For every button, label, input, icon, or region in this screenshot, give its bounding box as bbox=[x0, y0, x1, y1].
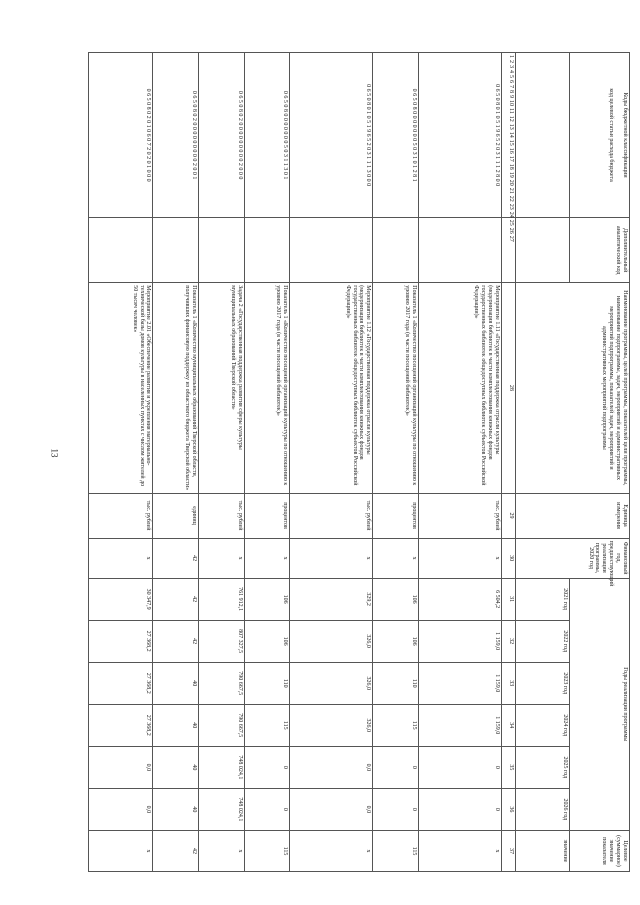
header-analytic-code: Дополнительный аналитический код bbox=[570, 218, 630, 283]
page-number: 13 bbox=[49, 448, 60, 458]
row-unit: процентов bbox=[244, 493, 290, 538]
table-row bbox=[244, 53, 290, 872]
colnum-29: 29 bbox=[502, 493, 516, 538]
header-codes-sub bbox=[516, 53, 570, 218]
row-value-2025: 0,0 bbox=[290, 746, 373, 788]
colnum: 16 bbox=[508, 147, 514, 154]
colnums-codes bbox=[502, 53, 516, 242]
colnum: 25 bbox=[508, 219, 514, 226]
row-unit: процентов bbox=[373, 493, 419, 538]
row-value-2025: 40 bbox=[153, 746, 199, 788]
colnum-34: 34 bbox=[502, 704, 516, 746]
row-value-2022: 42 bbox=[153, 620, 199, 662]
row-value-2023: 326,0 bbox=[290, 662, 373, 704]
row-base-year: х bbox=[244, 538, 290, 578]
colnum: 5 bbox=[508, 75, 514, 78]
colnum: 10 bbox=[508, 100, 514, 106]
row-value-2023: 110 bbox=[373, 662, 419, 704]
colnum: 13 bbox=[508, 123, 514, 130]
header-budget-codes: Коды бюджетной классификации код целевой статьи расхода бюджета bbox=[570, 53, 630, 218]
colnum: 22 bbox=[508, 195, 514, 202]
row-unit: тыс. рублей bbox=[290, 493, 373, 538]
colnum: 19 bbox=[508, 171, 514, 178]
colnum-33: 33 bbox=[502, 662, 516, 704]
colnum: 6 bbox=[508, 80, 514, 83]
colnum: 12 bbox=[508, 115, 514, 122]
header-years-group: Годы реализации программы bbox=[570, 578, 630, 830]
colnum: 20 bbox=[508, 179, 514, 186]
row-name: Показатель 1 «Количество посещений организаций культуры по отношению к уровню 2017 года (в части посещений библиотек)» bbox=[373, 283, 419, 493]
row-codes: 0 6 5 0 8 0 2 0 1 0 6 0 7 2 0 2 0 1 0 0 0 bbox=[89, 53, 153, 218]
header-name: Наименование программы, целей программы, показателей цели программы, наименование подпрограммы, задач, мероприятий и административных мероприятий подпрограммы, показателей задач, мероприятий и административных мероприятий подпрограммы bbox=[516, 283, 630, 493]
row-value-2025: 0,0 bbox=[89, 746, 153, 788]
row-base-year: х bbox=[373, 538, 419, 578]
row-value-2024: 27 368,2 bbox=[89, 704, 153, 746]
colnum: 27 bbox=[508, 235, 514, 242]
row-unit: тыс. рублей bbox=[89, 493, 153, 538]
row-value-2026: 748 024,1 bbox=[199, 788, 245, 830]
row-value-2026: 0 bbox=[418, 788, 501, 830]
colnum: 14 bbox=[508, 131, 514, 138]
colnum: 23 bbox=[508, 203, 514, 210]
header-analytic-sub bbox=[516, 218, 570, 283]
row-target: х bbox=[418, 830, 501, 871]
colnum: 8 bbox=[508, 90, 514, 93]
row-name: Мероприятие 2.01 «Обеспечение развития и укрепления материально-технической базы домов культуры в населенных пунктах с числом жителей до 50 тысяч человек» bbox=[89, 283, 153, 493]
row-value-2021: 329,2 bbox=[290, 578, 373, 620]
colnum: 2 bbox=[508, 60, 514, 63]
row-value-2026: 40 bbox=[153, 788, 199, 830]
row-value-2024: 790 667,5 bbox=[199, 704, 245, 746]
row-value-2023: 790 667,5 bbox=[199, 662, 245, 704]
row-value-2024: 326,0 bbox=[290, 704, 373, 746]
row-analytic-code bbox=[418, 218, 501, 283]
row-base-year: х bbox=[418, 538, 501, 578]
program-table bbox=[88, 52, 630, 872]
row-base-year: х bbox=[290, 538, 373, 578]
row-value-2026: 0 bbox=[373, 788, 419, 830]
row-value-2021: 761 912,1 bbox=[199, 578, 245, 620]
header-year-2024: 2024 год bbox=[516, 704, 570, 746]
row-unit: единиц bbox=[153, 493, 199, 538]
row-value-2024: 115 bbox=[373, 704, 419, 746]
rotated-page bbox=[88, 52, 630, 872]
row-value-2023: 27 368,2 bbox=[89, 662, 153, 704]
colnum: 11 bbox=[508, 108, 514, 114]
row-value-2023: 110 bbox=[244, 662, 290, 704]
header-base-year: Финансовый год, предшествующий реализации программы, 2020 год bbox=[516, 538, 630, 578]
row-analytic-code bbox=[244, 218, 290, 283]
row-value-2022: 326,0 bbox=[290, 620, 373, 662]
colnum-30: 30 bbox=[502, 538, 516, 578]
row-value-2023: 40 bbox=[153, 662, 199, 704]
row-name: Мероприятие 1.11 «Государственная поддержка отрасли культуры (модернизация библиотек в части комплектования книжных фондов государственных библиотек общедоступных библиотек субъектов Российской Федерации)» bbox=[418, 283, 501, 493]
row-unit: тыс. рублей bbox=[418, 493, 501, 538]
table-row bbox=[199, 53, 245, 872]
row-value-2021: 106 bbox=[373, 578, 419, 620]
colnum: 26 bbox=[508, 227, 514, 234]
row-value-2025: 0 bbox=[244, 746, 290, 788]
colnum: 21 bbox=[508, 187, 514, 194]
header-unit: Единица измерения bbox=[516, 493, 630, 538]
row-value-2026: 0,0 bbox=[89, 788, 153, 830]
row-base-year: х bbox=[199, 538, 245, 578]
row-name: Задача 2 «Государственная поддержка развития сферы культуры муниципальных образований Тверской области» bbox=[199, 283, 245, 493]
row-value-2025: 0 bbox=[373, 746, 419, 788]
colnum: 7 bbox=[508, 85, 514, 88]
row-value-2022: 27 368,2 bbox=[89, 620, 153, 662]
row-value-2021: 42 bbox=[153, 578, 199, 620]
row-base-year: 42 bbox=[153, 538, 199, 578]
colnum-31: 31 bbox=[502, 578, 516, 620]
table-row bbox=[153, 53, 199, 872]
colnum: 3 bbox=[508, 65, 514, 68]
row-target: 115 bbox=[244, 830, 290, 871]
row-target: х bbox=[290, 830, 373, 871]
row-value-2022: 106 bbox=[373, 620, 419, 662]
header-year-2021: 2021 год bbox=[516, 578, 570, 620]
row-target: 115 bbox=[373, 830, 419, 871]
header-target-value: значение bbox=[516, 830, 570, 871]
row-value-2024: 1 159,0 bbox=[418, 704, 501, 746]
row-unit: тыс. рублей bbox=[199, 493, 245, 538]
row-name: Показатель 1 «Количество муниципальных образований Тверской области, получивших финансовую поддержку из областного бюджета Тверской области» bbox=[153, 283, 199, 493]
row-analytic-code bbox=[89, 218, 153, 283]
colnum: 18 bbox=[508, 163, 514, 170]
colnum: 9 bbox=[508, 95, 514, 98]
row-value-2021: 6 504,2 bbox=[418, 578, 501, 620]
row-value-2021: 30 347,9 bbox=[89, 578, 153, 620]
row-value-2022: 807 327,5 bbox=[199, 620, 245, 662]
header-year-2025: 2025 год bbox=[516, 746, 570, 788]
row-codes: 0 6 5 0 8 0 2 0 0 0 0 0 0 0 0 0 2 0 0 1 bbox=[153, 53, 199, 218]
row-analytic-code bbox=[290, 218, 373, 283]
row-target: х bbox=[199, 830, 245, 871]
table-row bbox=[373, 53, 419, 872]
row-analytic-code bbox=[153, 218, 199, 283]
row-name: Показатель 1 «Количество посещений организаций культуры по отношению к уровню 2017 года (в части посещений библиотек)» bbox=[244, 283, 290, 493]
header-year-2026: 2026 год bbox=[516, 788, 570, 830]
colnum-36: 36 bbox=[502, 788, 516, 830]
row-value-2024: 40 bbox=[153, 704, 199, 746]
colnum: 17 bbox=[508, 155, 514, 162]
row-target: х bbox=[89, 830, 153, 871]
row-value-2025: 748 024,1 bbox=[199, 746, 245, 788]
table-row bbox=[418, 53, 501, 872]
colnum: 1 bbox=[508, 55, 514, 58]
colnum: 24 bbox=[508, 211, 514, 218]
row-name: Мероприятие 1.12 «Государственная поддержка отрасли культуры (модернизация библиотек в части комплектования книжных фондов государственных библиотек общедоступных библиотек субъектов Российской Федерации)» bbox=[290, 283, 373, 493]
colnum: 15 bbox=[508, 139, 514, 146]
row-value-2026: 0 bbox=[244, 788, 290, 830]
colnum-35: 35 bbox=[502, 746, 516, 788]
row-analytic-code bbox=[199, 218, 245, 283]
colnum: 4 bbox=[508, 70, 514, 73]
header-year-2023: 2023 год bbox=[516, 662, 570, 704]
colnum-28: 28 bbox=[502, 283, 516, 493]
row-codes: 0 6 5 0 8 0 1 0 5 1 9 6 5 2 0 3 1 1 1 2 8 0 0 bbox=[418, 53, 501, 218]
colnum-32: 32 bbox=[502, 620, 516, 662]
row-value-2022: 106 bbox=[244, 620, 290, 662]
row-value-2022: 1 159,0 bbox=[418, 620, 501, 662]
table-row bbox=[89, 53, 153, 872]
row-value-2021: 106 bbox=[244, 578, 290, 620]
row-value-2024: 115 bbox=[244, 704, 290, 746]
row-codes: 0 6 5 0 8 0 2 0 0 0 0 0 0 0 0 0 2 0 0 0 bbox=[199, 53, 245, 218]
row-target: 42 bbox=[153, 830, 199, 871]
row-value-2023: 1 159,0 bbox=[418, 662, 501, 704]
header-target-group: Целевое (суммарное) значение показателя bbox=[570, 830, 630, 871]
row-base-year: х bbox=[89, 538, 153, 578]
colnum-37: 37 bbox=[502, 830, 516, 871]
header-year-2022: 2022 год bbox=[516, 620, 570, 662]
header-row-1 bbox=[570, 53, 630, 872]
row-value-2025: 0 bbox=[418, 746, 501, 788]
table-row bbox=[290, 53, 373, 872]
row-codes: 0 6 5 0 8 0 1 0 5 1 9 6 5 2 0 3 1 1 1 3 0 0 0 bbox=[290, 53, 373, 218]
row-analytic-code bbox=[373, 218, 419, 283]
row-codes: 0 6 5 0 8 0 0 0 0 0 0 0 5 0 3 1 1 3 0 1 bbox=[244, 53, 290, 218]
row-value-2026: 0,0 bbox=[290, 788, 373, 830]
column-numbers-row bbox=[502, 53, 516, 872]
row-codes: 0 6 5 0 8 0 0 0 0 0 0 0 5 0 3 1 0 1 2 8 1 bbox=[373, 53, 419, 218]
